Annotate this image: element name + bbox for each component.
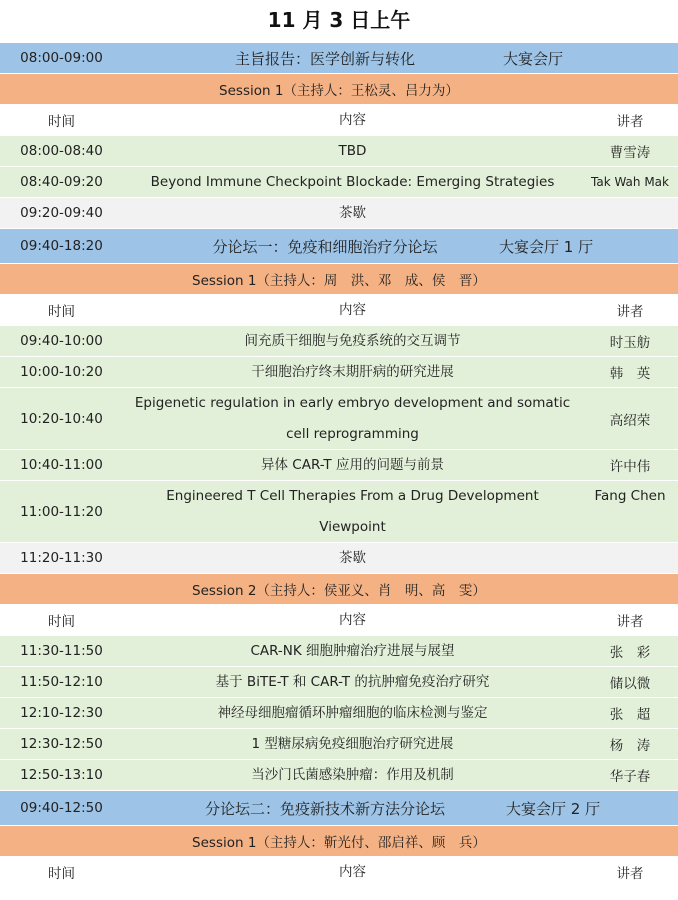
row-content: 茶歇 — [339, 549, 366, 566]
session-title: Session 1（主持人：周 洪、邓 成、侯 晋） — [192, 273, 486, 289]
forum-row — [0, 228, 678, 263]
row-time: 10:40-11:00 — [20, 457, 103, 473]
header-speaker: 讲者 — [616, 866, 644, 882]
row-content-line: Viewpoint — [319, 519, 386, 535]
header-time: 时间 — [48, 866, 75, 882]
header-content: 内容 — [339, 863, 366, 880]
table-header-row — [0, 294, 678, 325]
session-title: Session 1（主持人：王松灵、吕力为） — [219, 83, 459, 99]
row-time: 09:20-09:40 — [20, 205, 103, 221]
row-speaker: 韩 英 — [609, 366, 651, 382]
keynote-time: 08:00-09:00 — [20, 50, 103, 66]
row-content: 当沙门氏菌感染肿瘤：作用及机制 — [251, 766, 454, 783]
session-row — [0, 825, 678, 856]
row-content: 茶歇 — [339, 204, 366, 221]
keynote-title: 主旨报告：医学创新与转化 — [234, 49, 415, 68]
row-time: 12:10-12:30 — [20, 705, 103, 721]
row-content-line: Engineered T Cell Therapies From a Drug Development — [166, 488, 539, 504]
forum-time: 09:40-18:20 — [20, 238, 103, 254]
forum-title: 分论坛二：免疫新技术新方法分论坛 — [204, 799, 445, 818]
header-time: 时间 — [48, 614, 75, 630]
table-header-row — [0, 604, 678, 635]
table-header-row — [0, 856, 678, 887]
header-content: 内容 — [339, 301, 366, 318]
row-speaker: 高绍荣 — [609, 412, 651, 429]
row-time: 11:00-11:20 — [20, 503, 103, 520]
page-title: 11 月 3 日上午 — [267, 8, 411, 32]
row-time: 10:20-10:40 — [20, 410, 103, 427]
row-speaker: 许中伟 — [609, 459, 651, 475]
row-content: 异体 CAR-T 应用的问题与前景 — [261, 456, 444, 473]
header-time: 时间 — [48, 304, 75, 320]
row-time: 11:30-11:50 — [20, 643, 103, 659]
table-row — [0, 356, 678, 387]
table-row — [0, 166, 678, 197]
table-row — [0, 449, 678, 480]
row-speaker: 时玉舫 — [609, 335, 651, 351]
row-content: TBD — [338, 142, 367, 159]
header-time: 时间 — [48, 114, 75, 130]
keynote-row — [0, 42, 678, 73]
row-time: 10:00-10:20 — [20, 364, 103, 380]
header-speaker: 讲者 — [616, 304, 644, 320]
table-row — [0, 666, 678, 697]
session-row — [0, 263, 678, 294]
row-content: 干细胞治疗终末期肝病的研究进展 — [251, 363, 454, 380]
header-speaker: 讲者 — [616, 614, 644, 630]
row-time: 11:20-11:30 — [20, 550, 103, 566]
row-content: 1 型糖尿病免疫细胞治疗研究进展 — [251, 735, 454, 752]
row-content-line: cell reprogramming — [286, 425, 419, 442]
row-speaker: 华子春 — [609, 769, 651, 785]
row-content: CAR-NK 细胞肿瘤治疗进展与展望 — [250, 642, 455, 659]
header-content: 内容 — [339, 111, 366, 128]
row-time: 09:40-10:00 — [20, 333, 103, 349]
header-content: 内容 — [339, 611, 366, 628]
forum-row — [0, 790, 678, 825]
table-header-row — [0, 104, 678, 135]
row-speaker: 储以微 — [609, 676, 651, 692]
table-row-break — [0, 197, 678, 228]
row-content-line: Epigenetic regulation in early embryo development and somatic — [134, 394, 571, 411]
forum-title: 分论坛一：免疫和细胞治疗分论坛 — [212, 237, 438, 256]
row-time: 08:00-08:40 — [20, 143, 103, 159]
row-speaker: 杨 涛 — [609, 738, 651, 754]
row-speaker: 张 超 — [609, 707, 651, 723]
row-content: Beyond Immune Checkpoint Blockade: Emerging Strategies — [150, 173, 555, 190]
table-row — [0, 635, 678, 666]
row-time: 08:40-09:20 — [20, 174, 103, 190]
session-title: Session 2（主持人：侯亚义、肖 明、高 雯） — [192, 583, 486, 599]
row-content: 神经母细胞瘤循环肿瘤细胞的临床检测与鉴定 — [217, 704, 488, 721]
row-content — [123, 481, 582, 543]
table-row — [0, 480, 678, 542]
header-speaker: 讲者 — [616, 114, 644, 130]
row-speaker: 张 彩 — [609, 645, 651, 661]
session-row — [0, 73, 678, 104]
table-row — [0, 325, 678, 356]
row-speaker: 曹雪涛 — [609, 145, 651, 161]
forum-venue: 大宴会厅 2 厅 — [506, 799, 601, 818]
table-row — [0, 697, 678, 728]
row-content: 间充质干细胞与免疫系统的交互调节 — [244, 332, 461, 349]
forum-time: 09:40-12:50 — [20, 800, 103, 816]
session-row — [0, 573, 678, 604]
row-speaker: Tak Wah Mak — [591, 175, 669, 189]
row-time: 11:50-12:10 — [20, 674, 103, 690]
forum-venue: 大宴会厅 1 厅 — [499, 237, 594, 256]
keynote-venue: 大宴会厅 — [503, 49, 564, 68]
table-row — [0, 728, 678, 759]
table-row — [0, 387, 678, 449]
table-row — [0, 759, 678, 790]
row-time: 12:50-13:10 — [20, 767, 103, 783]
row-speaker: Fang Chen — [594, 488, 666, 504]
row-content: 基于 BiTE-T 和 CAR-T 的抗肿瘤免疫治疗研究 — [215, 673, 490, 690]
row-time: 12:30-12:50 — [20, 736, 103, 752]
session-title: Session 1（主持人：靳光付、邵启祥、顾 兵） — [192, 835, 486, 851]
row-content — [123, 388, 582, 450]
table-row — [0, 135, 678, 166]
table-row-break — [0, 542, 678, 573]
